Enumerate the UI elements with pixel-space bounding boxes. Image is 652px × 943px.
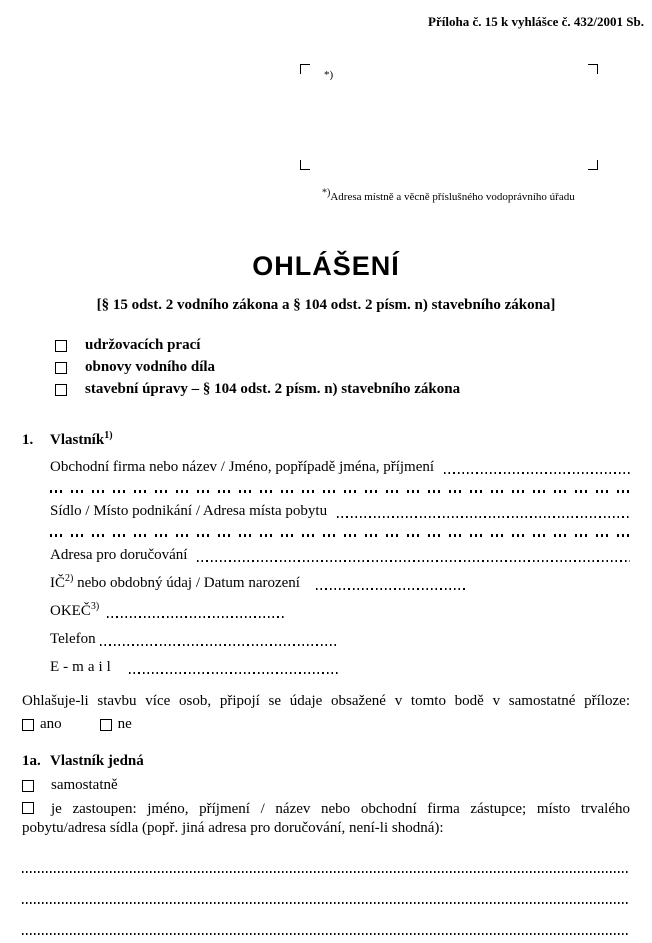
fill-in-line — [22, 871, 630, 873]
checkbox-no[interactable] — [100, 719, 112, 731]
option-label: udržovacích prací — [85, 337, 201, 353]
fill-in-line — [22, 933, 630, 935]
field-label — [50, 630, 96, 649]
corner-mark-bottom-right — [588, 160, 598, 170]
fill-in-dots — [100, 644, 338, 646]
yes-no-row — [22, 716, 630, 733]
fill-in-dots-row — [50, 534, 630, 537]
page-subtitle: [§ 15 odst. 2 vodního zákona a § 104 odst. 2 písm. n) stavebního zákona] — [96, 297, 556, 313]
field-label-sup: 3) — [90, 601, 100, 612]
checkbox-represented[interactable] — [22, 802, 34, 814]
checkbox-waterwork-restoration[interactable] — [55, 362, 67, 374]
section-owner-heading — [22, 432, 630, 449]
fill-in-dots — [107, 616, 285, 618]
field-label-text: Telefon — [50, 631, 96, 647]
fill-in-dots — [197, 560, 630, 562]
section-number: 1a. — [22, 753, 41, 769]
footnote-marker: *) — [322, 187, 331, 199]
notification-type-options — [55, 337, 652, 398]
corner-mark-top-left — [300, 64, 310, 74]
field-label — [50, 502, 327, 521]
checkbox-construction-modifications[interactable] — [55, 384, 67, 396]
field-label-text: Sídlo / Místo podnikání / Adresa místa pobytu — [50, 503, 328, 519]
footnote-text: Adresa místně a věcně příslušného vodoprávního úřadu — [330, 191, 575, 203]
corner-mark-top-right — [588, 64, 598, 74]
option-label: stavební úpravy – § 104 odst. 2 písm. n) stavebního zákona — [85, 381, 461, 397]
section-number: 1. — [22, 432, 34, 448]
checkbox-yes[interactable] — [22, 719, 34, 731]
field-email — [50, 658, 630, 677]
corner-mark-bottom-left — [300, 160, 310, 170]
option-label: je zastoupen: jméno, příjmení / název nebo obchodní firma zástupce; místo trvalého pobytu/adresa sídla (popř. jiná adresa pro doručování, není-li shodná): — [22, 801, 630, 836]
page-title: OHLÁŠENÍ — [252, 251, 400, 281]
field-label-text: IČ — [50, 575, 65, 591]
section-owner-acts-heading — [22, 753, 630, 770]
fill-in-line — [22, 902, 630, 904]
attachment-note: Příloha č. 15 k vyhlášce č. 432/2001 Sb. — [428, 14, 644, 29]
field-label-sup: 2) — [65, 573, 74, 584]
field-label-text: OKEČ — [50, 603, 91, 619]
field-delivery-address — [50, 546, 630, 565]
option-independently — [22, 777, 630, 794]
field-label — [50, 458, 434, 477]
fill-in-dots — [444, 472, 630, 474]
option-waterwork-restoration — [55, 359, 652, 376]
fill-in-dots — [337, 516, 630, 518]
field-label-text: Adresa pro doručování — [50, 547, 188, 563]
fill-in-dots-row — [50, 490, 630, 493]
option-label: samostatně — [51, 777, 118, 793]
field-residence-address — [50, 502, 630, 521]
address-footnote — [322, 187, 652, 203]
multi-owner-note: Ohlašuje-li stavbu více osob, připojí se údaje obsažené v tomto bodě v samostatné příloze: — [22, 693, 630, 709]
field-label-text: E-mail — [50, 659, 115, 675]
field-label — [50, 546, 187, 565]
section-title-text: Vlastník — [50, 432, 105, 448]
option-label: obnovy vodního díla — [85, 359, 216, 375]
fill-in-dots — [316, 588, 466, 590]
fill-in-dots — [129, 672, 339, 674]
checkbox-independently[interactable] — [22, 780, 34, 792]
field-ic-birthdate — [50, 574, 630, 593]
form-body — [22, 432, 630, 935]
field-label — [50, 574, 300, 593]
option-represented — [22, 800, 630, 838]
field-label — [50, 658, 115, 677]
field-company-name — [50, 458, 630, 477]
section-title — [50, 432, 113, 449]
yes-label: ano — [40, 716, 62, 732]
field-label-text: Obchodní firma nebo název / Jméno, popřípadě jména, příjmení — [50, 459, 435, 475]
field-label-post: nebo obdobný údaj / Datum narození — [73, 575, 300, 591]
section-title-sup: 1) — [104, 430, 113, 441]
section-title: Vlastník jedná — [50, 753, 144, 769]
field-telefon — [50, 630, 630, 649]
address-box — [300, 64, 598, 170]
no-label: ne — [117, 716, 132, 732]
option-construction-modifications — [55, 381, 652, 398]
field-label — [50, 602, 99, 621]
address-box-marker: *) — [324, 69, 334, 81]
field-okec — [50, 602, 630, 621]
checkbox-maintenance-works[interactable] — [55, 340, 67, 352]
option-maintenance-works — [55, 337, 652, 354]
